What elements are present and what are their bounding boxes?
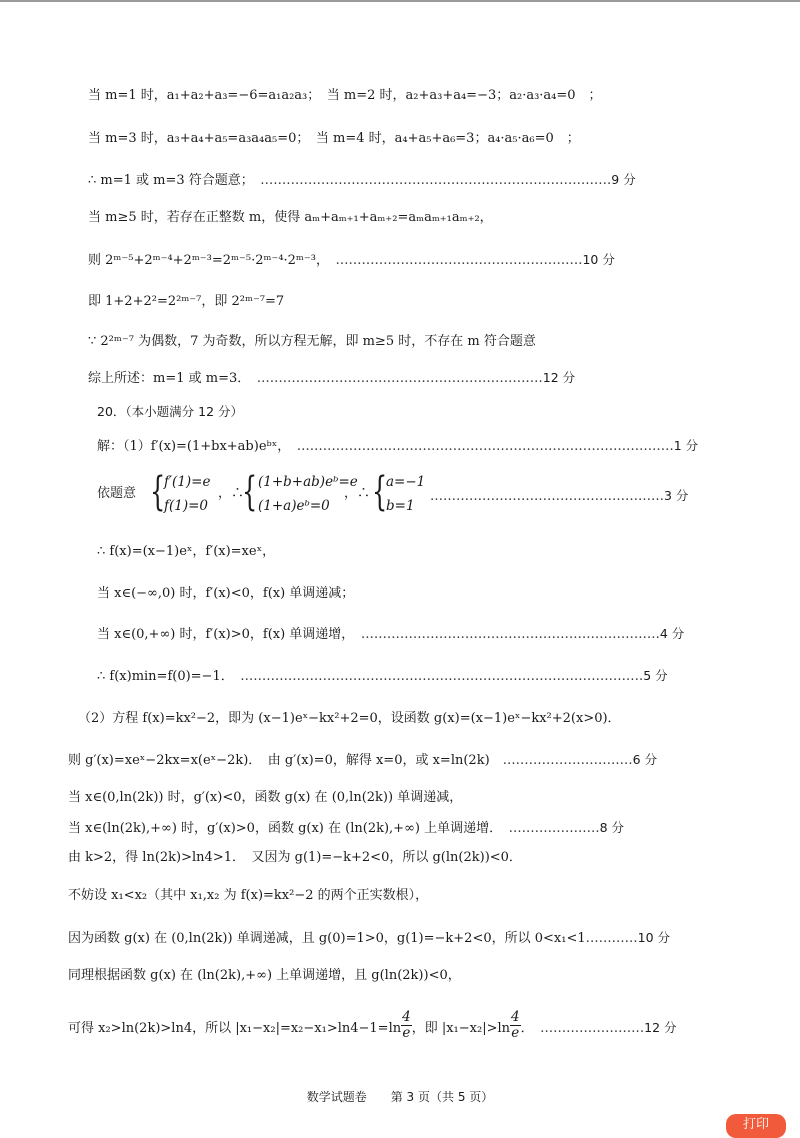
problem-20-header: 20．（本小题满分 12 分）: [97, 404, 244, 419]
line-final-inequality: 可得 x₂>ln(2k)>ln4，所以 |x₁−x₂|=x₂−x₁>ln4−1=ln $\frac{4}{e}$ ，即 |x₁−x₂|>ln $\frac{4}{e}$ ． ……………………12 分: [68, 1009, 677, 1041]
system-sep-1: ，∴: [218, 486, 245, 501]
fraction-4-over-e-2: $\frac{4}{e}$: [511, 1009, 520, 1041]
line-m1-m2: 当 m=1 时，a₁+a₂+a₃=−6=a₁a₂a₃； 当 m=2 时，a₂+a₃+a₄=−3；a₂·a₃·a₄=0 ；: [88, 88, 602, 103]
score-10b: 10 分: [637, 930, 671, 945]
score-3: 3 分: [664, 488, 689, 503]
line-k-gt-2: 由 k>2，得 ln(2k)>ln4>1． 又因为 g(1)=−k+2<0，所以 g(ln(2k))<0．: [68, 850, 522, 865]
page-footer: 数学试题卷 第 3 页（共 5 页）: [306, 1090, 494, 1104]
brace-left: {: [150, 469, 166, 515]
line-m3-m4: 当 m=3 时，a₃+a₄+a₅=a₃a₄a₅=0； 当 m=4 时，a₄+a₅+a₆=3；a₄·a₅·a₆=0 ；: [88, 131, 580, 146]
line-assume-roots: 不妨设 x₁<x₂（其中 x₁,x₂ 为 f(x)=kx²−2 的两个正实数根），: [68, 888, 429, 903]
line-powers-equation: 则 2ᵐ⁻⁵+2ᵐ⁻⁴+2ᵐ⁻³=2ᵐ⁻⁵·2ᵐ⁻⁴·2ᵐ⁻³， …………………………………………………10 分: [88, 252, 615, 268]
score-4: 4 分: [659, 626, 685, 641]
system-sep-2: ，∴: [344, 486, 371, 501]
score-8: 8 分: [599, 820, 625, 835]
line-condition-score: ………………………………………………3 分: [430, 488, 689, 504]
line-x1-range: 因为函数 g(x) 在 (0,ln(2k)) 单调递减，且 g(0)=1>0，g(1)=−k+2<0，所以 0<x₁<1…………10 分: [68, 930, 671, 946]
page-top-border: [0, 0, 800, 2]
score-5: 5 分: [643, 668, 668, 683]
brace-right: {: [372, 469, 388, 515]
line-minimum: ∴ f(x)min=f(0)=−1． …………………………………………………………………………………5 分: [97, 668, 668, 684]
line-condition-label: 依题意: [97, 486, 137, 501]
fraction-4-over-e: $\frac{4}{e}$: [402, 1009, 411, 1041]
score-6: 6 分: [632, 752, 658, 767]
line-g-derivative: 则 g′(x)=xeˣ−2kx=x(eˣ−2k)． 由 g′(x)=0，解得 x=0，或 x=ln(2k) …………………………6 分: [68, 752, 658, 768]
score-1: 1 分: [673, 438, 699, 453]
line-summary: 综上所述：m=1 或 m=3． …………………………………………………………12 分: [88, 370, 576, 386]
line-g-decreasing: 当 x∈(0,ln(2k)) 时，g′(x)<0，函数 g(x) 在 (0,ln(2k)) 单调递减，: [68, 790, 463, 805]
line-g-increasing: 当 x∈(ln(2k),+∞) 时，g′(x)>0，函数 g(x) 在 (ln(2k),+∞) 上单调递增． …………………8 分: [68, 820, 625, 836]
line-simplify: 即 1+2+2²=2²ᵐ⁻⁷，即 2²ᵐ⁻⁷=7: [88, 294, 285, 309]
line-decreasing: 当 x∈(−∞,0) 时，f′(x)<0，f(x) 单调递减；: [97, 586, 355, 601]
score-12b: 12 分: [644, 1020, 677, 1035]
brace-mid: {: [242, 469, 258, 515]
line-parity-argument: ∵ 2²ᵐ⁻⁷ 为偶数，7 为奇数，所以方程无解，即 m≥5 时，不存在 m 符合题意: [88, 334, 536, 349]
line-m-ge-5: 当 m≥5 时，若存在正整数 m，使得 aₘ+aₘ₊₁+aₘ₊₂=aₘaₘ₊₁aₘ₊₂，: [88, 210, 493, 225]
line-f-expression: ∴ f(x)=(x−1)eˣ，f′(x)=xeˣ，: [97, 544, 276, 559]
score-9: 9 分: [611, 172, 636, 187]
line-x2-reasoning: 同理根据函数 g(x) 在 (ln(2k),+∞) 上单调递增，且 g(ln(2k))<0，: [68, 968, 461, 983]
score-10: 10 分: [582, 252, 615, 267]
line-increasing: 当 x∈(0,+∞) 时，f′(x)>0，f(x) 单调递增， ……………………………………………………………4 分: [97, 626, 685, 642]
line-derivative: 解：（1）f′(x)=(1+bx+ab)eᵇˣ， ……………………………………………………………………………1 分: [97, 438, 699, 454]
score-12: 12 分: [542, 370, 576, 385]
line-part2-equation: （2）方程 f(x)=kx²−2，即为 (x−1)eˣ−kx²+2=0，设函数 g(x)=(x−1)eˣ−kx²+2(x>0)．: [78, 711, 621, 726]
print-button[interactable]: 打印: [726, 1114, 786, 1138]
line-conclusion-m1-m3: ∴ m=1 或 m=3 符合题意； ………………………………………………………………………9 分: [88, 172, 636, 188]
